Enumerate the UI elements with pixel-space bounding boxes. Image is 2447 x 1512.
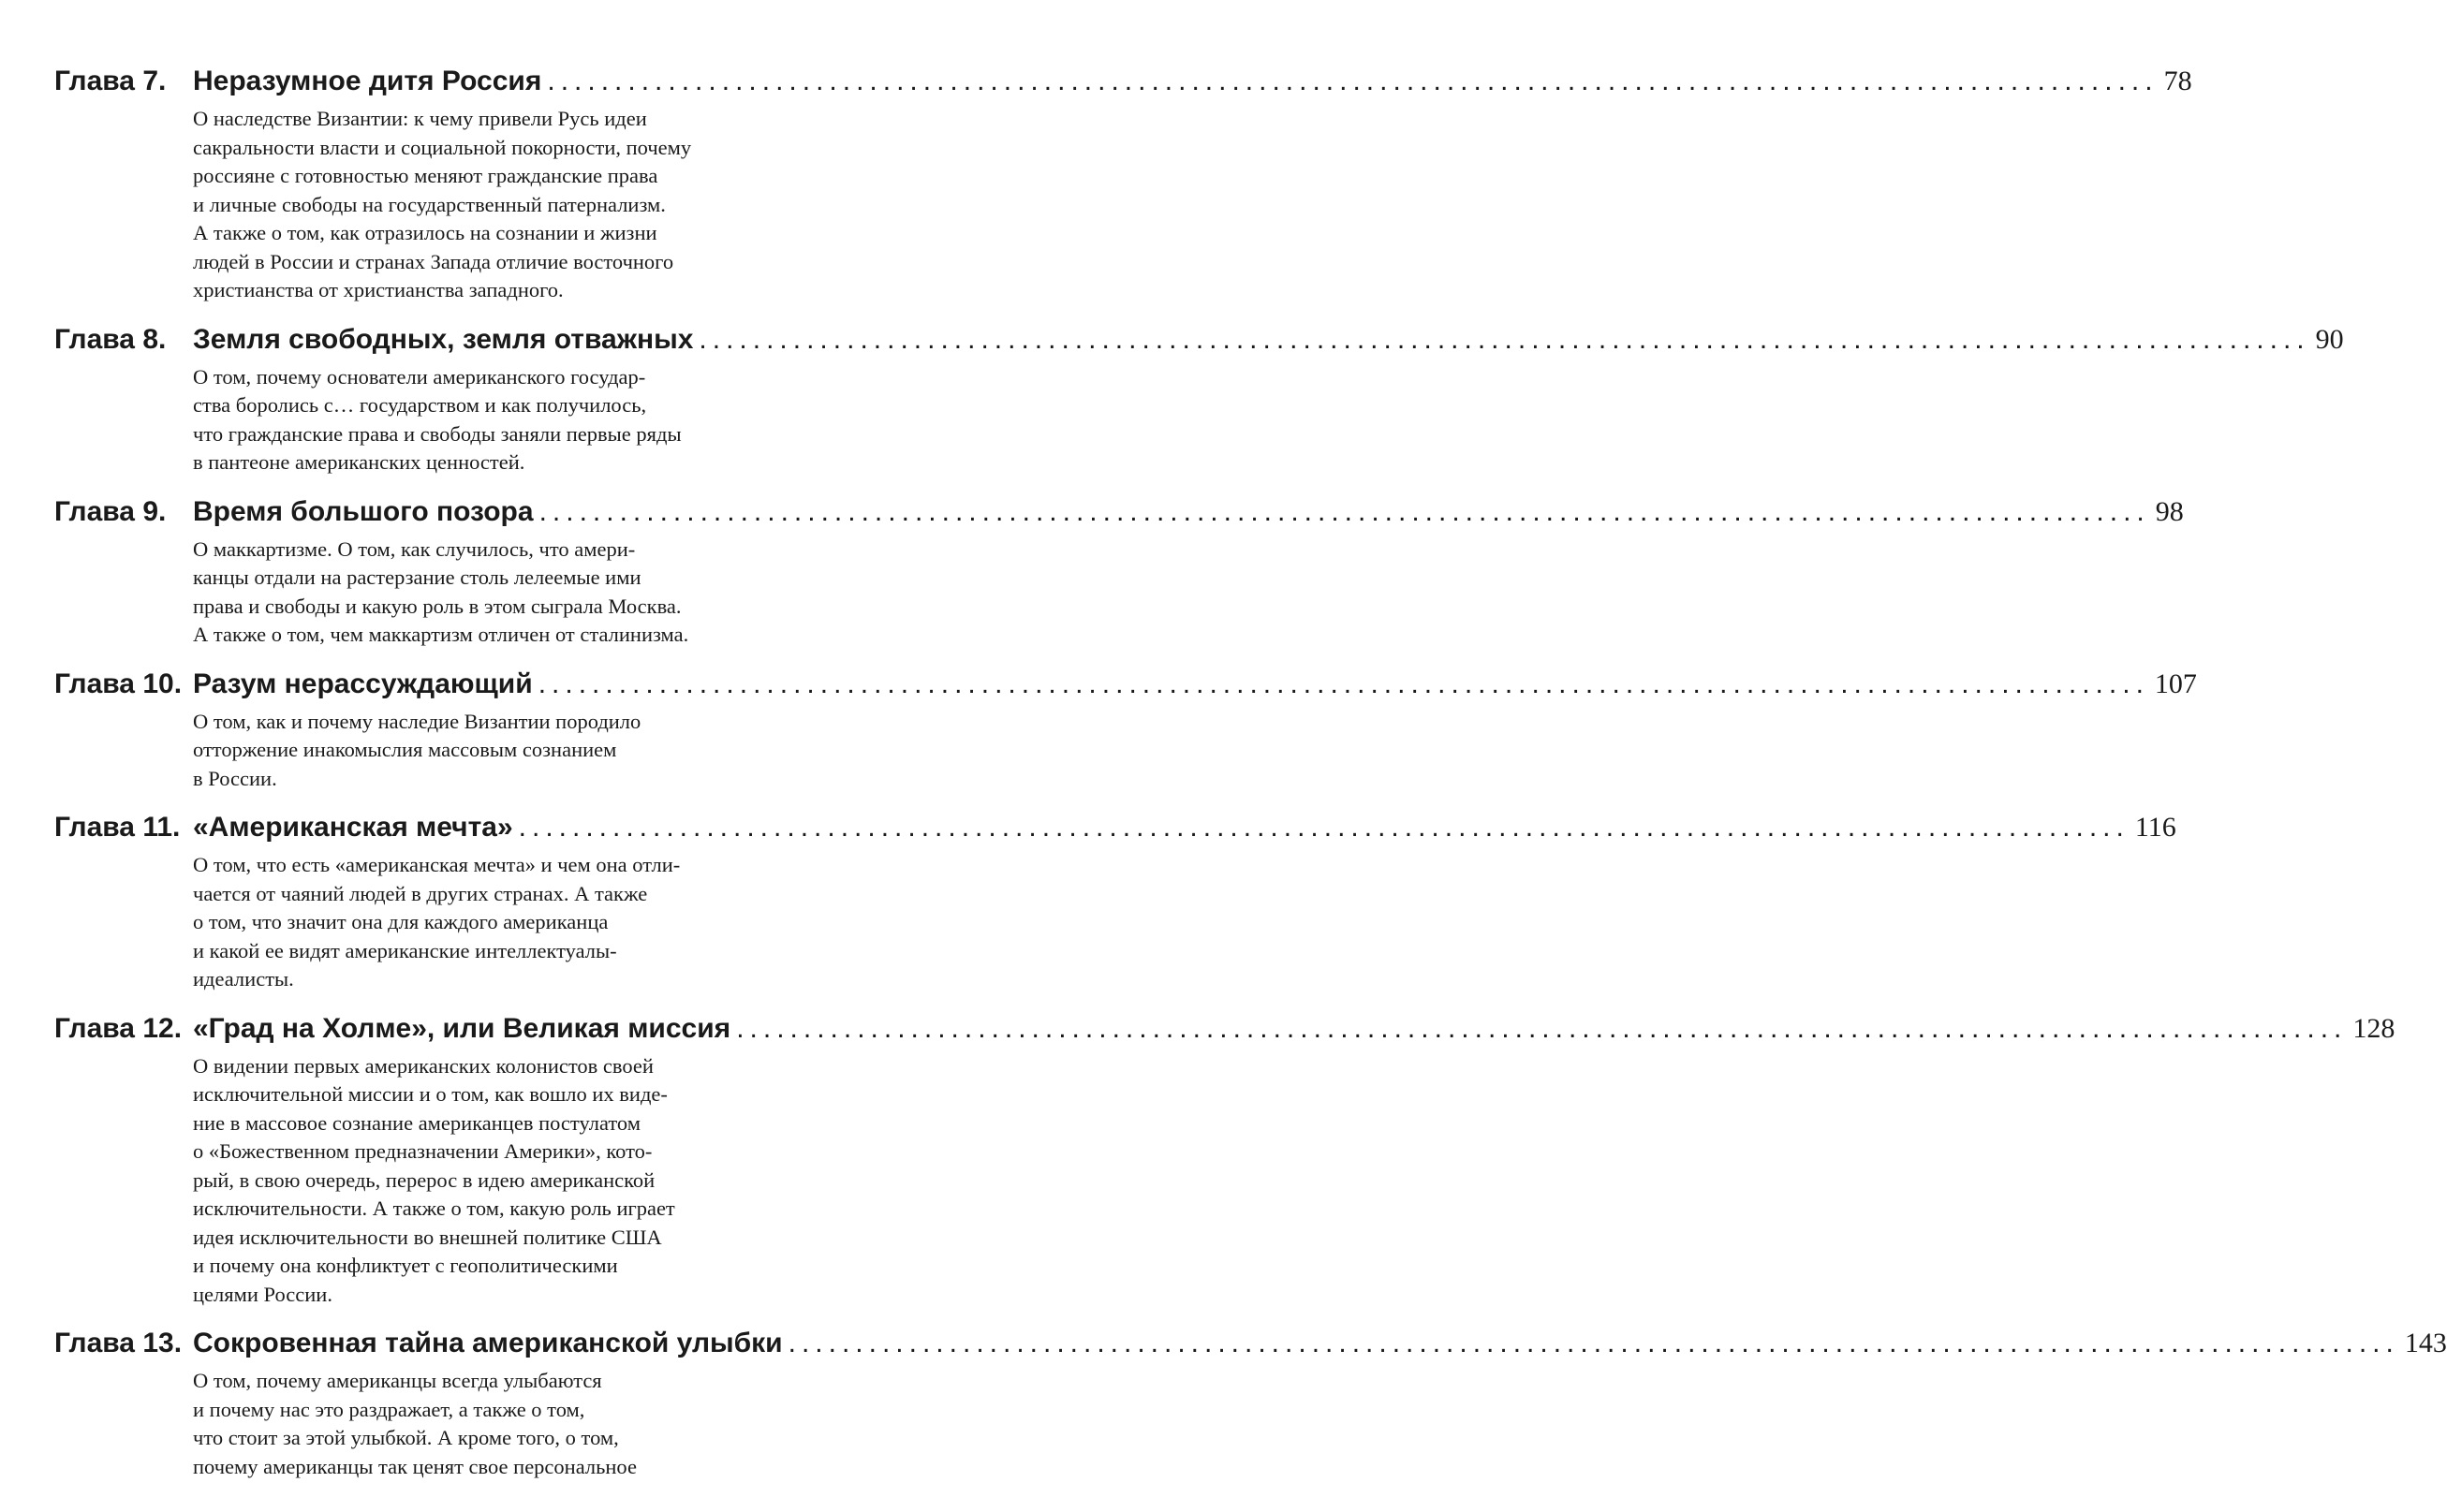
toc-entry-heading [54,1006,2395,1052]
description-line: отторжение инакомыслия массовым сознанием [193,738,617,761]
description-line: целями России. [193,1282,332,1306]
chapter-number: Глава 7. [54,66,167,96]
description-line: чается от чаяний людей в других странах. А также [193,881,648,905]
chapter-title: «Американская мечта» [193,812,513,843]
description-line: канцы отдали на растерзание столь лелеемые ими [193,565,641,589]
chapter-title: Сокровенная тайна американской улыбки [193,1328,783,1358]
dot-leader: ........................................................................................................................ [736,1012,2348,1044]
toc-entry-heading [54,804,2176,851]
description-line: О маккартизме. О том, как случилось, что амери- [193,536,636,561]
description-line: идея исключительности во внешней политике США [193,1225,662,1249]
description-line: О наследстве Византии: к чему привели Русь идеи [193,107,647,130]
chapter-number: Глава 12. [54,1012,183,1044]
description-line: исключительной миссии и о том, как вошло их виде- [193,1082,668,1106]
chapter-description [193,1367,883,1481]
description-line: сакральности власти и социальной покорности, почему [193,135,692,159]
chapter-description [193,851,883,994]
dot-leader: ........................................................................................................................ [538,668,2149,699]
chapter-title: «Град на Холме», или Великая миссия [193,1012,731,1044]
description-line: права и свободы и какую роль в этом сыграла Москва. [193,594,682,618]
description-line: О том, что есть «американская мечта» и чем она отли- [193,853,681,876]
description-line: и почему нас это раздражает, а также о том, [193,1397,585,1421]
dot-leader: ........................................................................................................................ [518,812,2130,843]
chapter-description [193,536,883,650]
description-line: и личные свободы на государственный патернализм. [193,192,666,216]
chapter-number: Глава 11. [54,812,181,843]
description-line: ства боролись с… государством и как получилось, [193,393,647,417]
toc-entry [54,1320,2447,1481]
chapter-title: Земля свободных, земля отважных [193,323,694,355]
chapter-page-number: 90 [2315,323,2344,355]
description-line: что гражданские права и свободы заняли первые ряды [193,421,682,446]
chapter-page-number: 78 [2163,66,2192,96]
toc-entry-heading [54,661,2197,708]
description-line: А также о том, как отразилось на сознании и жизни [193,221,657,244]
chapter-number: Глава 13. [54,1328,183,1358]
description-line: А также о том, чем маккартизм отличен от сталинизма. [193,623,689,646]
table-of-contents [54,58,2447,1481]
chapter-title: Неразумное дитя Россия [193,66,542,96]
dot-leader: ........................................................................................................................ [788,1328,2399,1358]
chapter-description [193,1052,883,1310]
dot-leader: ........................................................................................................................ [538,495,2150,527]
chapter-number: Глава 8. [54,323,167,355]
toc-entry [54,804,2176,994]
chapter-page-number: 128 [2352,1012,2395,1044]
description-line: почему американцы так ценят свое персональное [193,1454,637,1478]
toc-entry-heading [54,1320,2447,1367]
chapter-description [193,363,883,477]
toc-entry-heading [54,58,2192,105]
description-line: россияне с готовностью меняют гражданские права [193,164,658,187]
description-line: в России. [193,766,277,790]
chapter-description [193,105,883,305]
chapter-title: Время большого позора [193,495,534,527]
description-line: и почему она конфликтует с геополитическими [193,1254,618,1277]
toc-entry [54,661,2197,794]
description-line: христианства от христианства западного. [193,278,564,301]
toc-entry [54,489,2184,650]
chapter-page-number: 143 [2404,1328,2447,1358]
toc-entry [54,1006,2395,1310]
description-line: в пантеоне американских ценностей. [193,450,525,474]
toc-entry [54,316,2344,477]
description-line: о том, что значит она для каждого американца [193,910,609,933]
chapter-number: Глава 9. [54,495,167,527]
chapter-page-number: 98 [2155,495,2184,527]
chapter-description [193,708,883,794]
description-line: идеалисты. [193,967,294,991]
description-line: о «Божественном предназначении Америки», кото- [193,1139,653,1163]
description-line: и какой ее видят американские интеллектуалы- [193,938,617,962]
description-line: О видении первых американских колонистов своей [193,1053,654,1078]
toc-entry-heading [54,316,2344,363]
description-line: О том, почему американцы всегда улыбаются [193,1369,602,1392]
chapter-number: Глава 10. [54,668,183,699]
description-line: О том, почему основатели американского государ- [193,364,646,389]
chapter-page-number: 107 [2154,668,2197,699]
chapter-page-number: 116 [2134,812,2176,843]
description-line: рый, в свою очередь, перерос в идею американской [193,1167,656,1192]
dot-leader: ........................................................................................................................ [699,323,2310,355]
toc-entry-heading [54,489,2184,536]
description-line: исключительности. А также о том, какую роль играет [193,1196,675,1220]
description-line: ние в массовое сознание американцев постулатом [193,1110,641,1135]
chapter-title: Разум нерассуждающий [193,668,533,699]
dot-leader: ........................................................................................................................ [547,66,2159,96]
description-line: что стоит за этой улыбкой. А кроме того, о том, [193,1426,619,1449]
description-line: людей в России и странах Запада отличие восточного [193,249,674,273]
description-line: О том, как и почему наследие Византии породило [193,709,641,733]
toc-entry [54,58,2192,305]
